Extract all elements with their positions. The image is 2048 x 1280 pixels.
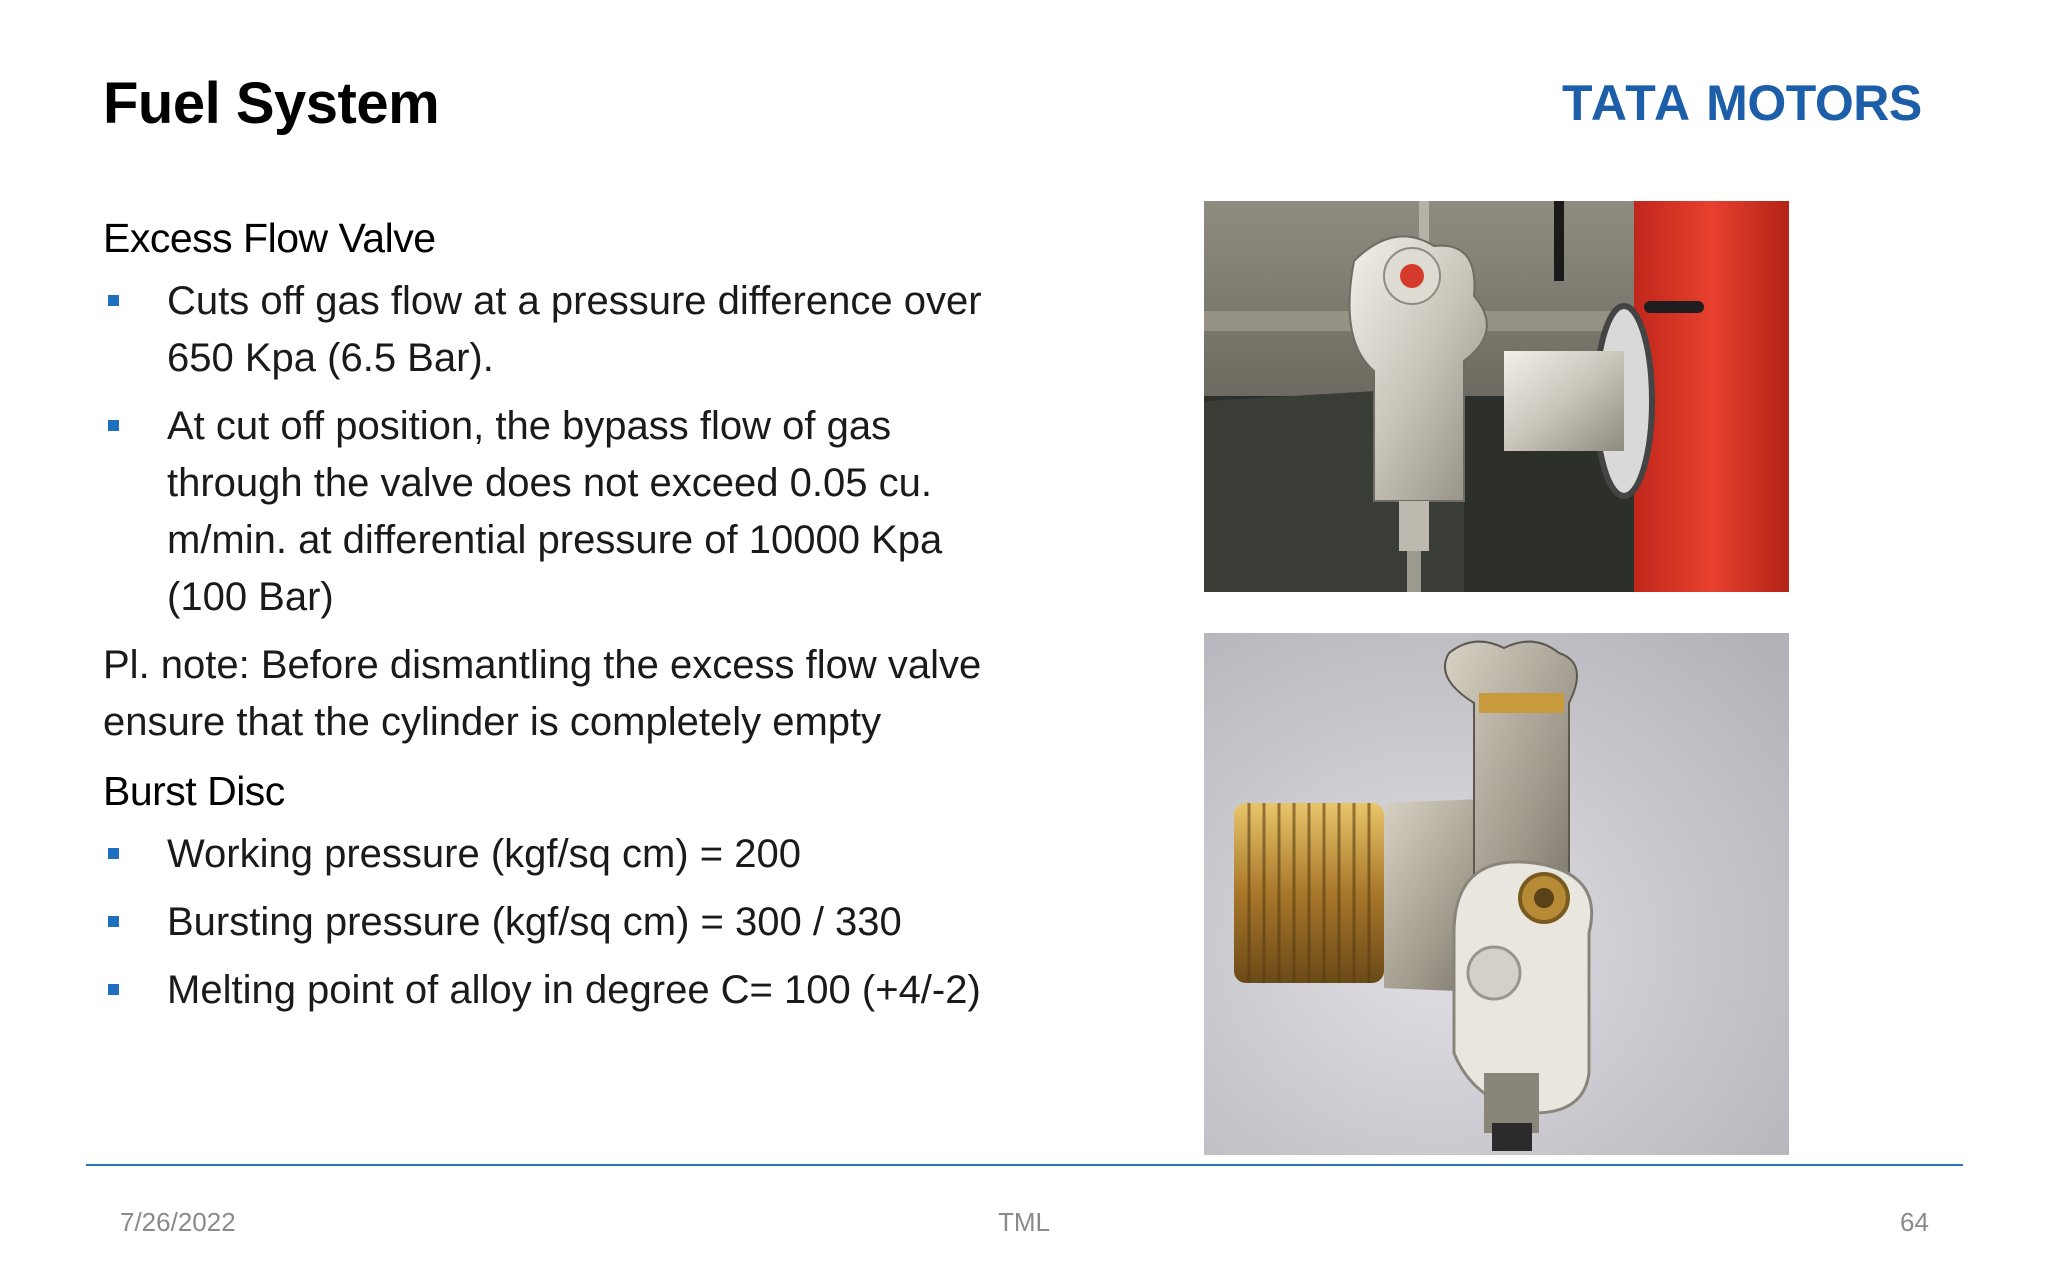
bullet-text: At cut off position, the bypass flow of gas through the valve does not exceed 0.05 cu. m/min. at differential pressure of 10000 Kpa (100 Bar) bbox=[167, 404, 943, 619]
burst-disc-photo bbox=[1204, 633, 1789, 1155]
bullet-text: Cuts off gas flow at a pressure difference over 650 Kpa (6.5 Bar). bbox=[167, 279, 982, 380]
valve-mounted-illustration bbox=[1204, 201, 1789, 592]
bullet-square-icon bbox=[108, 916, 119, 927]
heading-burst-disc: Burst Disc bbox=[103, 768, 285, 814]
excess-flow-valve-photo bbox=[1204, 201, 1789, 592]
bullet-item bbox=[103, 273, 1003, 387]
burst-disc-illustration bbox=[1204, 633, 1789, 1155]
footer-divider bbox=[86, 1164, 1963, 1166]
bullet-square-icon bbox=[108, 984, 119, 995]
bullet-item bbox=[103, 894, 1003, 951]
logo-text-motors: MOTORS bbox=[1706, 75, 1922, 131]
heading-excess-flow-valve: Excess Flow Valve bbox=[103, 215, 436, 261]
tata-motors-logo bbox=[1562, 74, 1922, 132]
bullet-text: Melting point of alloy in degree C= 100 (+4/-2) bbox=[167, 968, 981, 1012]
footer-organization: TML bbox=[998, 1207, 1050, 1237]
bullet-square-icon bbox=[108, 420, 119, 431]
bullet-square-icon bbox=[108, 295, 119, 306]
slide-body bbox=[103, 210, 1003, 1030]
bullet-text: Working pressure (kgf/sq cm) = 200 bbox=[167, 832, 801, 876]
bullet-item bbox=[103, 826, 1003, 883]
slide-number: 64 bbox=[1900, 1207, 1929, 1237]
bullet-square-icon bbox=[108, 848, 119, 859]
footer-date: 7/26/2022 bbox=[120, 1207, 236, 1237]
caution-note: Pl. note: Before dismantling the excess flow valve ensure that the cylinder is completely empty bbox=[103, 643, 982, 744]
slide-title: Fuel System bbox=[103, 71, 440, 136]
bullet-item bbox=[103, 398, 1003, 626]
bullet-text: Bursting pressure (kgf/sq cm) = 300 / 330 bbox=[167, 900, 902, 944]
logo-text-tata: TATA bbox=[1562, 75, 1693, 131]
bullet-item bbox=[103, 962, 1003, 1019]
